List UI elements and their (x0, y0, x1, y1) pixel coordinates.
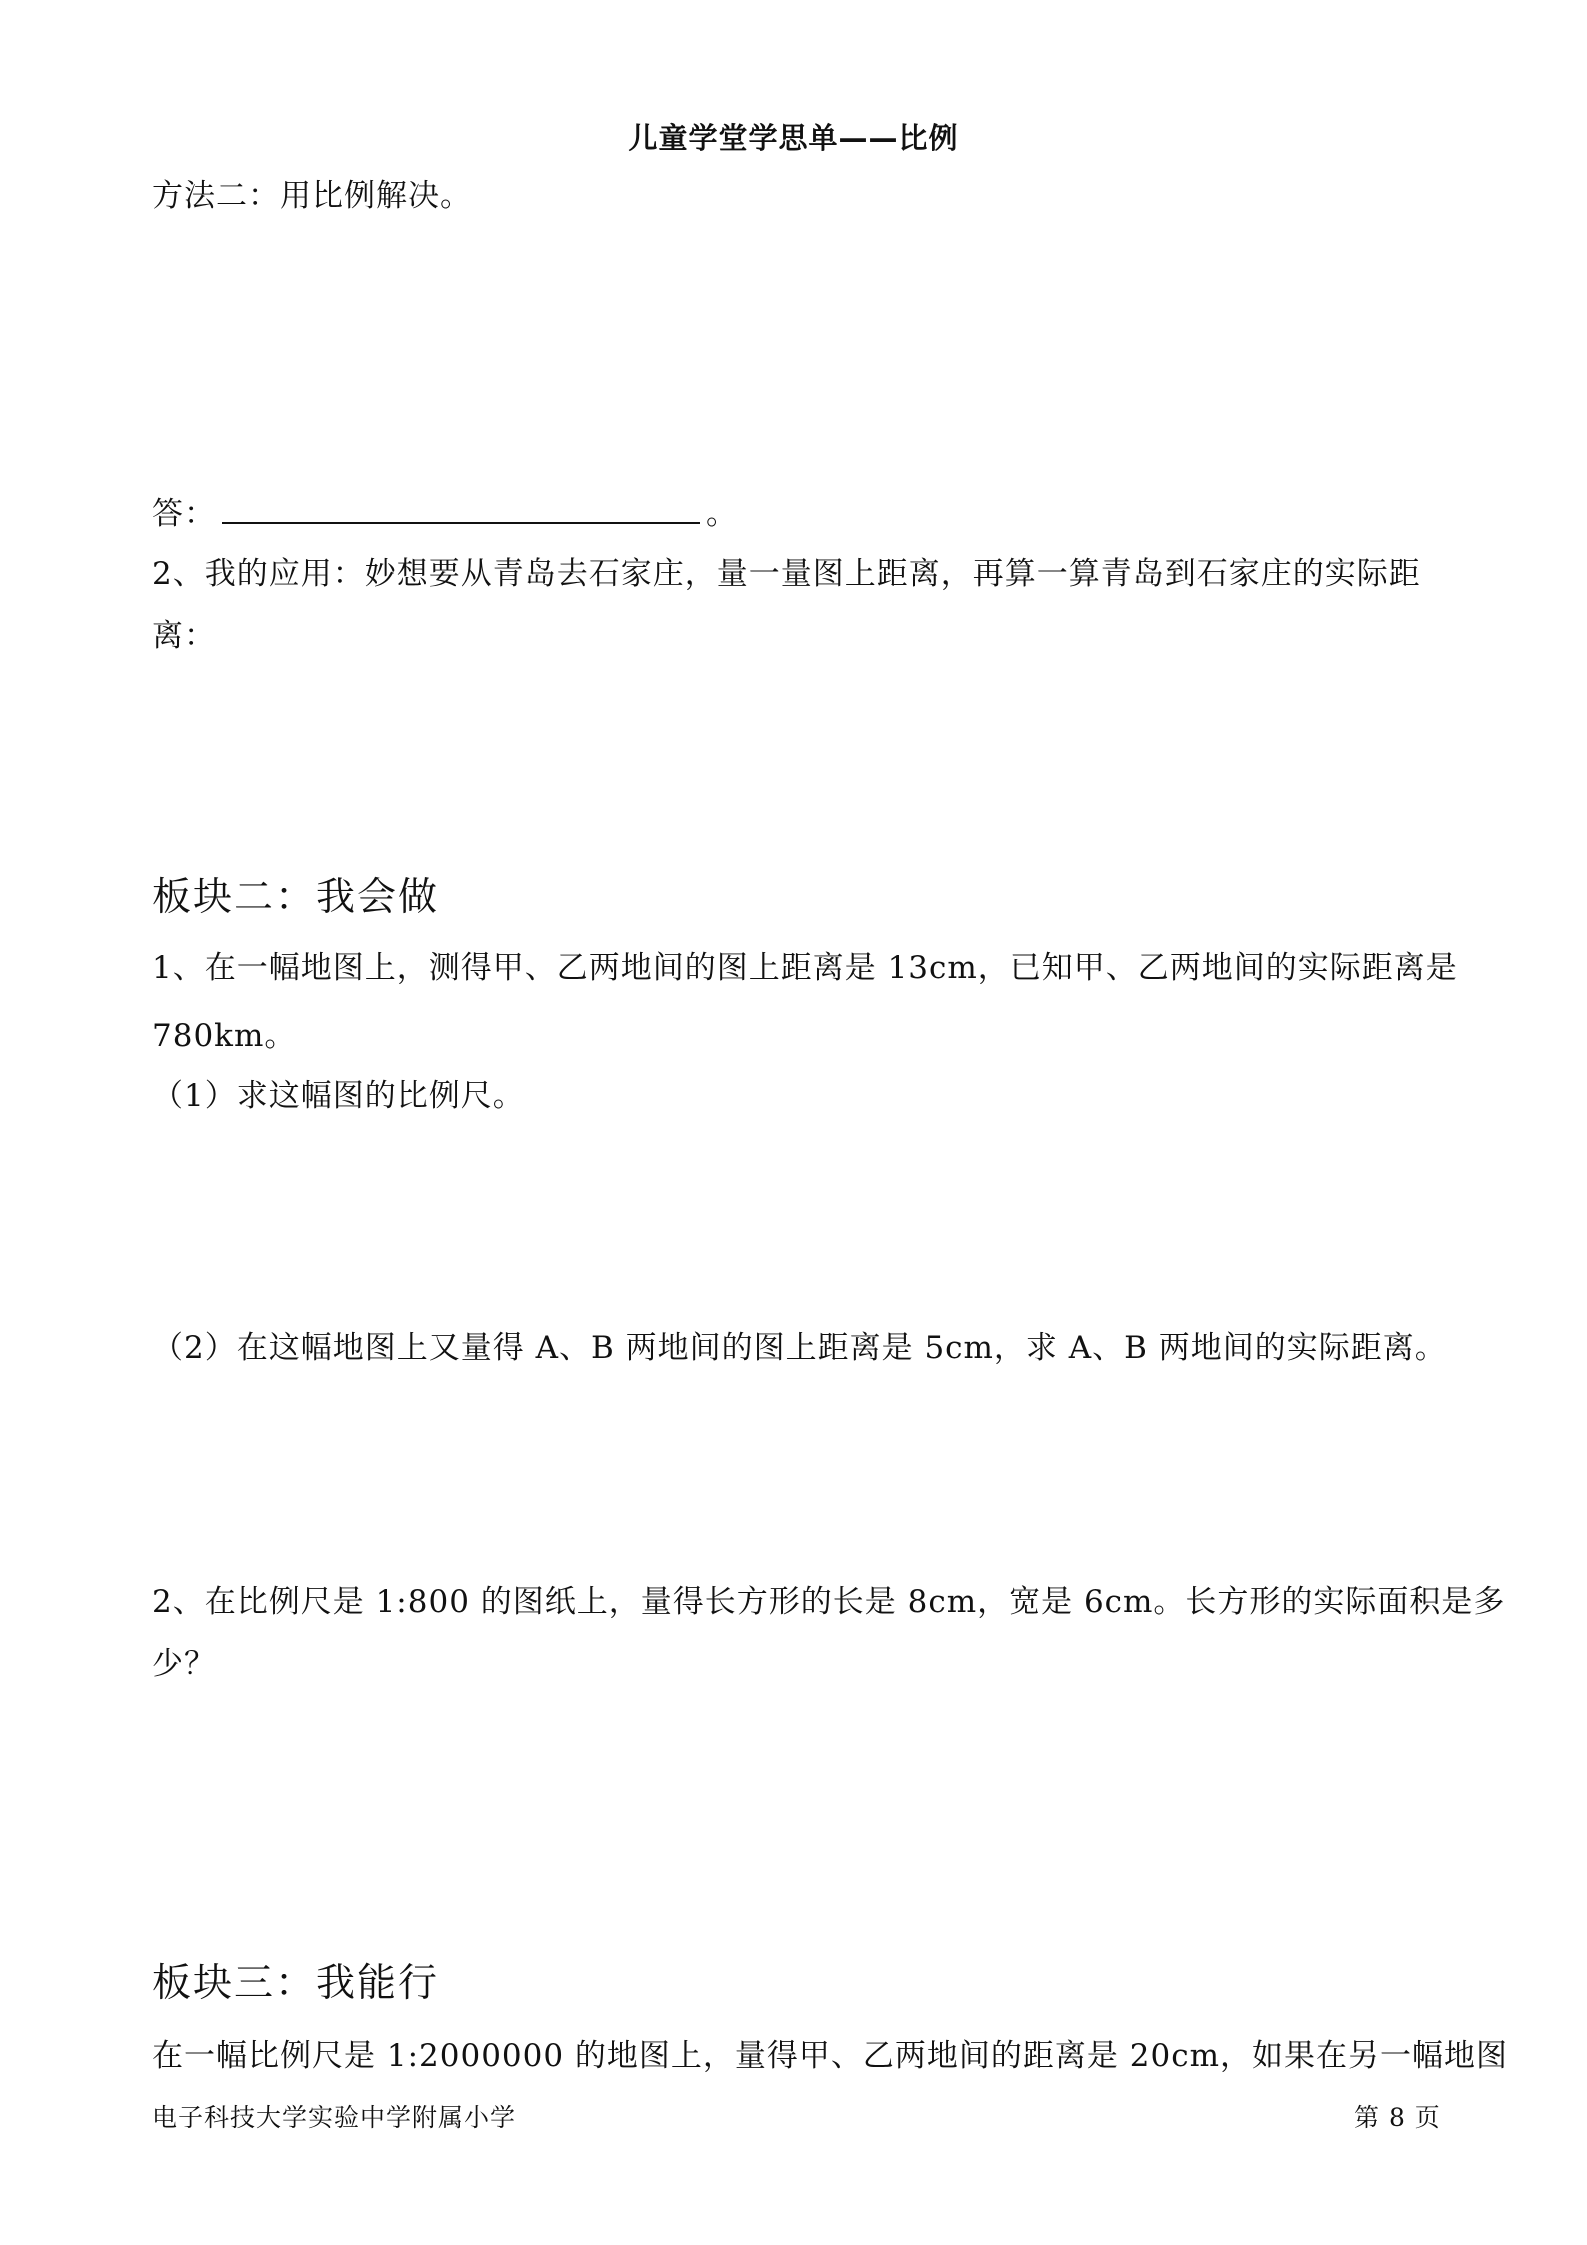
answer-row (152, 488, 738, 533)
section-two-q1-sub-1: （1）求这幅图的比例尺。 (152, 1078, 525, 1114)
section-three-q1-line-1: 在一幅比例尺是 1:2000000 的地图上，量得甲、乙两地间的距离是 20cm，如果在另一幅地图 (152, 2038, 1508, 2074)
footer-page-number: 第 8 页 (1354, 2103, 1441, 2132)
page-header-title: 儿童学堂学思单——比例 (628, 121, 959, 155)
answer-end-mark: 。 (706, 496, 738, 532)
method-two-text: 方法二：用比例解决。 (152, 178, 472, 214)
footer-school-name: 电子科技大学实验中学附属小学 (152, 2103, 517, 2132)
section-two-q2-line-2: 少？ (152, 1646, 216, 1682)
section-two-title: 板块二：我会做 (152, 875, 440, 920)
answer-blank-line[interactable] (222, 498, 700, 524)
application-question-line-1: 2、我的应用：妙想要从青岛去石家庄，量一量图上距离，再算一算青岛到石家庄的实际距 (152, 556, 1421, 592)
section-two-q2-line-1: 2、在比例尺是 1:800 的图纸上，量得长方形的长是 8cm，宽是 6cm。长方形的实际面积是多 (152, 1584, 1506, 1620)
application-question-line-2: 离： (152, 618, 216, 654)
section-two-q1-line-1: 1、在一幅地图上，测得甲、乙两地间的图上距离是 13cm，已知甲、乙两地间的实际距离是 (152, 950, 1458, 986)
answer-label: 答： (152, 496, 216, 532)
section-three-title: 板块三：我能行 (152, 1961, 440, 2006)
section-two-q1-sub-2: （2）在这幅地图上又量得 A、B 两地间的图上距离是 5cm，求 A、B 两地间的实际距离。 (152, 1330, 1447, 1366)
section-two-q1-line-2: 780km。 (152, 1018, 297, 1054)
